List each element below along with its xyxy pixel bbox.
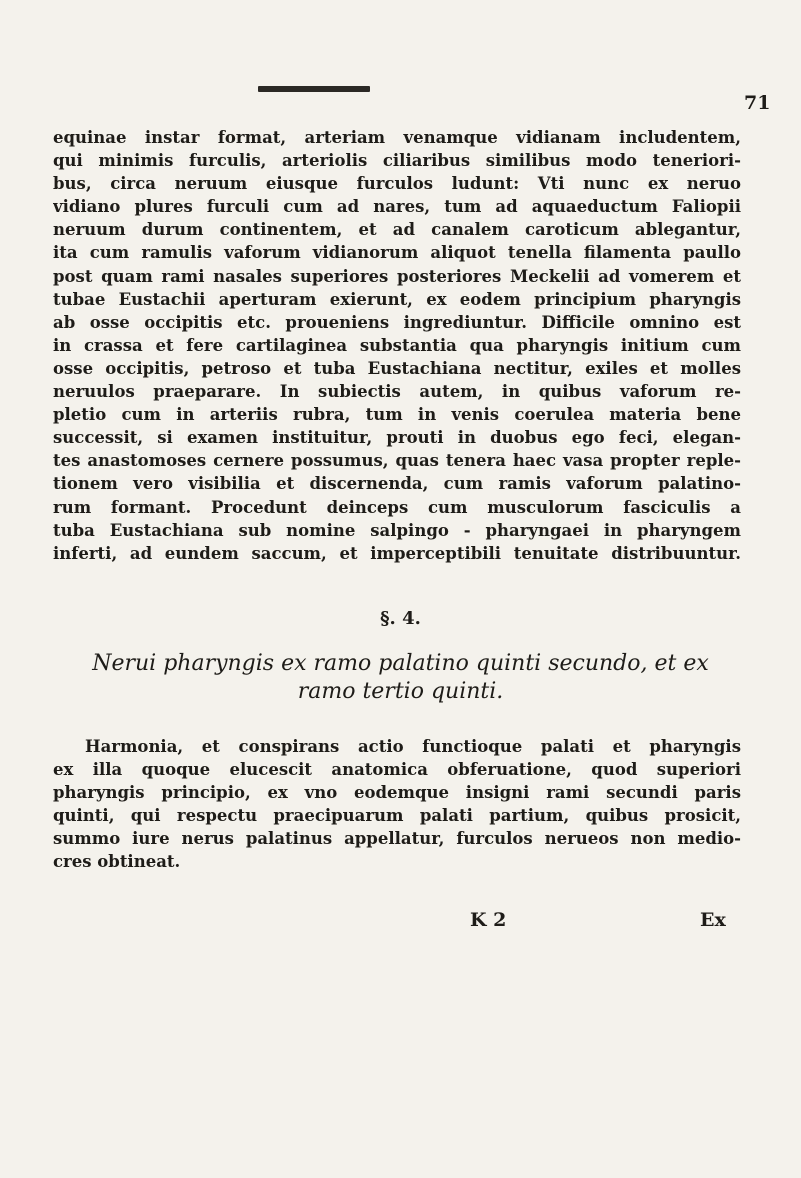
text-line: bus, circa neruum eiusque furculos ludunt: Vti nunc ex neruo bbox=[53, 174, 741, 194]
text-line: post quam rami nasales superiores posteriores Meckelii ad vomerem et bbox=[53, 266, 741, 286]
text-line: rum formant. Procedunt deinceps cum musculorum fasciculis a bbox=[53, 497, 741, 517]
text-line: Harmonia, et conspirans actio functioque palati et pharyngis bbox=[85, 737, 741, 756]
section-number: §. 4. bbox=[380, 608, 421, 629]
paragraph-1 bbox=[53, 126, 741, 565]
text-line: quinti, qui respectu praecipuarum palati partium, quibus prosicit, bbox=[53, 806, 741, 826]
text-line: qui minimis furculis, arteriolis ciliaribus similibus modo teneriori- bbox=[53, 151, 741, 171]
text-line: ex illa quoque elucescit anatomica obferuatione, quod superiori bbox=[53, 760, 741, 780]
text-line: osse occipitis, petroso et tuba Eustachiana nectitur, exiles et molles bbox=[53, 358, 741, 378]
text-line: pharyngis principio, ex vno eodemque insigni rami secundi paris bbox=[53, 783, 741, 803]
text-line: vidiano plures furculi cum ad nares, tum ad aquaeductum Faliopii bbox=[53, 197, 741, 217]
text-line: tes anastomoses cernere possumus, quas tenera haec vasa propter reple- bbox=[53, 451, 741, 471]
page-number: 71 bbox=[744, 92, 771, 114]
text-line: successit, si examen instituitur, prouti in duobus ego feci, elegan- bbox=[53, 428, 741, 448]
paragraph-2 bbox=[53, 735, 741, 874]
text-line: tubae Eustachii aperturam exierunt, ex eodem principium pharyngis bbox=[53, 289, 741, 309]
text-line: cres obtineat. bbox=[53, 852, 181, 872]
text-line: inferti, ad eundem saccum, et imperceptibili tenuitate distribuuntur. bbox=[53, 543, 741, 563]
text-line: ita cum ramulis vaforum vidianorum aliquot tenella filamenta paullo bbox=[53, 243, 741, 263]
text-line: tuba Eustachiana sub nomine salpingo - pharyngaei in pharyngem bbox=[53, 520, 741, 540]
catchword: Ex bbox=[700, 909, 726, 931]
text-line: in crassa et fere cartilaginea substantia qua pharyngis initium cum bbox=[53, 335, 741, 355]
section-title-line: Nerui pharyngis ex ramo palatino quinti secundo, et ex bbox=[92, 651, 709, 676]
text-line: equinae instar format, arteriam venamque vidianam includentem, bbox=[53, 128, 741, 147]
header-rule bbox=[258, 86, 370, 92]
section-title-line: ramo tertio quinti. bbox=[297, 679, 504, 704]
text-line: tionem vero visibilia et discernenda, cum ramis vaforum palatino- bbox=[53, 474, 741, 494]
text-line: summo iure nerus palatinus appellatur, furculos nerueos non medio- bbox=[53, 829, 741, 849]
text-line: pletio cum in arteriis rubra, tum in venis coerulea materia bene bbox=[53, 405, 741, 425]
signature-mark: K 2 bbox=[470, 909, 507, 931]
text-line: ab osse occipitis etc. proueniens ingrediuntur. Difficile omnino est bbox=[53, 312, 741, 332]
text-line: neruulos praeparare. In subiectis autem, in quibus vaforum re- bbox=[53, 382, 741, 402]
text-line: neruum durum continentem, et ad canalem caroticum ablegantur, bbox=[53, 220, 741, 240]
footer-line bbox=[0, 909, 801, 933]
section-title bbox=[0, 650, 801, 706]
